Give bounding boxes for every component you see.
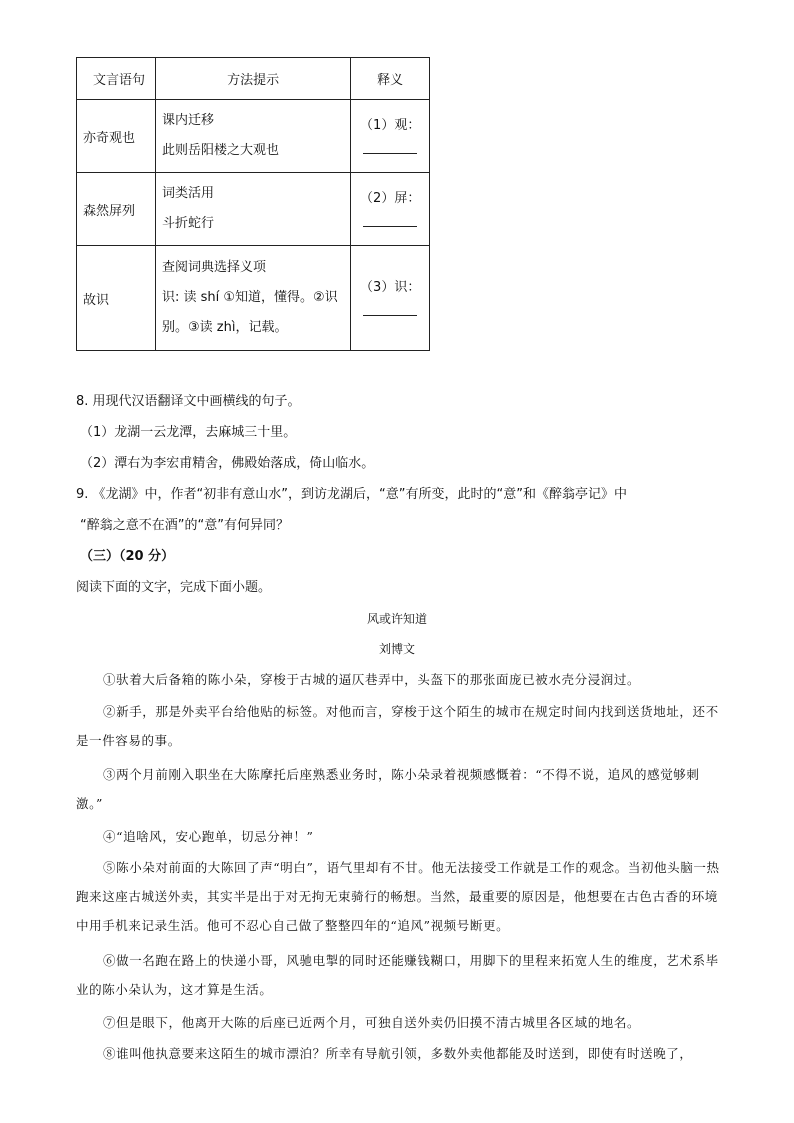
- table-cell-meaning: [351, 246, 430, 351]
- answer-blank[interactable]: [363, 226, 417, 227]
- method-line: 查阅词典选择义项: [162, 260, 267, 275]
- method-line: 课内迁移: [162, 113, 215, 128]
- table-cell-word: 亦奇观也: [77, 100, 156, 173]
- section-instruction: 阅读下面的文字，完成下面小题。: [76, 580, 272, 595]
- article-paragraph: ⑥做一名跑在路上的快递小哥，风驰电掣的同时还能赚钱糊口，用脚下的里程来拓宽人生的维度，艺术系毕业的陈小朵认为，这才算是生活。: [76, 953, 719, 997]
- table-header: 文言语句: [77, 58, 156, 100]
- table-row: [77, 100, 430, 173]
- question-9-line-1: 9. 《龙湖》中，作者“初非有意山水”，到访龙湖后，“意”有所变，此时的“意”和《醉翁亭记》中: [76, 487, 627, 502]
- article-author: 刘博文: [378, 642, 415, 656]
- method-line: 词类活用: [162, 186, 215, 201]
- table-cell-method: [156, 100, 351, 173]
- table-cell-word: 故识: [77, 246, 156, 351]
- meaning-label: （1）观：: [360, 118, 421, 133]
- answer-blank[interactable]: [363, 153, 417, 154]
- article-paragraph: ⑤陈小朵对前面的大陈回了声“明白”，语气里却有不甘。他无法接受工作就是工作的观念。当初他头脑一热跑来这座古城送外卖，其实半是出于对无拘无束骑行的畅想。当然，最重要的原因是，他想要在古色古香的环境中用手机来记录生活。他可不忍心自己做了整整四年的“追风”视频号断更。: [76, 860, 720, 933]
- table-header: 方法提示: [156, 58, 351, 100]
- article-paragraph: ①驮着大后备箱的陈小朵，穿梭于古城的逼仄巷弄中，头盔下的那张面庞已被水壳分浸润过。: [103, 672, 641, 687]
- question-8-sentence-1: （1）龙湖一云龙潭，去麻城三十里。: [80, 425, 297, 440]
- question-8-stem: 8. 用现代汉语翻译文中画横线的句子。: [76, 394, 301, 409]
- meaning-label: （3）识：: [360, 280, 421, 295]
- question-8-sentence-2: （2）潭右为李宏甫精舍，佛殿始落成，倚山临水。: [80, 456, 375, 471]
- method-line: 识: 读 shí ①知道，懂得。②识: [162, 290, 338, 305]
- article-paragraph: ⑧谁叫他执意要来这陌生的城市漂泊？所幸有导航引领，多数外卖他都能及时送到，即使有时送晚了，: [103, 1046, 693, 1061]
- section-heading: （三）（20 分）: [80, 549, 175, 564]
- vocabulary-table: [76, 57, 430, 351]
- table-cell-method: [156, 173, 351, 246]
- table-header-row: [77, 58, 430, 100]
- method-line: 别。③读 zhì，记载。: [162, 320, 288, 335]
- table-cell-word: 森然屏列: [77, 173, 156, 246]
- meaning-label: （2）屏：: [360, 191, 421, 206]
- table-row: [77, 246, 430, 351]
- article-paragraph: ③两个月前刚入职坐在大陈摩托后座熟悉业务时，陈小朵录着视频感慨着：“不得不说，追风的感觉够刺激。”: [76, 767, 700, 811]
- method-line: 斗折蛇行: [162, 216, 215, 231]
- article-paragraph: ④“追啥风，安心跑单，切忌分神！”: [103, 829, 314, 844]
- answer-blank[interactable]: [363, 315, 417, 316]
- article-paragraph: ②新手，那是外卖平台给他贴的标签。对他而言，穿梭于这个陌生的城市在规定时间内找到送货地址，还不是一件容易的事。: [76, 704, 719, 748]
- article-title: 风或许知道: [366, 612, 427, 626]
- table-cell-method: [156, 246, 351, 351]
- question-9-line-2: “醉翁之意不在酒”的“意”有何异同？: [80, 518, 289, 533]
- table-cell-meaning: [351, 100, 430, 173]
- table-row: [77, 173, 430, 246]
- table-cell-meaning: [351, 173, 430, 246]
- table-header: 释义: [351, 58, 430, 100]
- method-line: 此则岳阳楼之大观也: [162, 143, 280, 158]
- article-paragraph: ⑦但是眼下，他离开大陈的后座已近两个月，可独自送外卖仍旧摸不清古城里各区域的地名。: [103, 1015, 641, 1030]
